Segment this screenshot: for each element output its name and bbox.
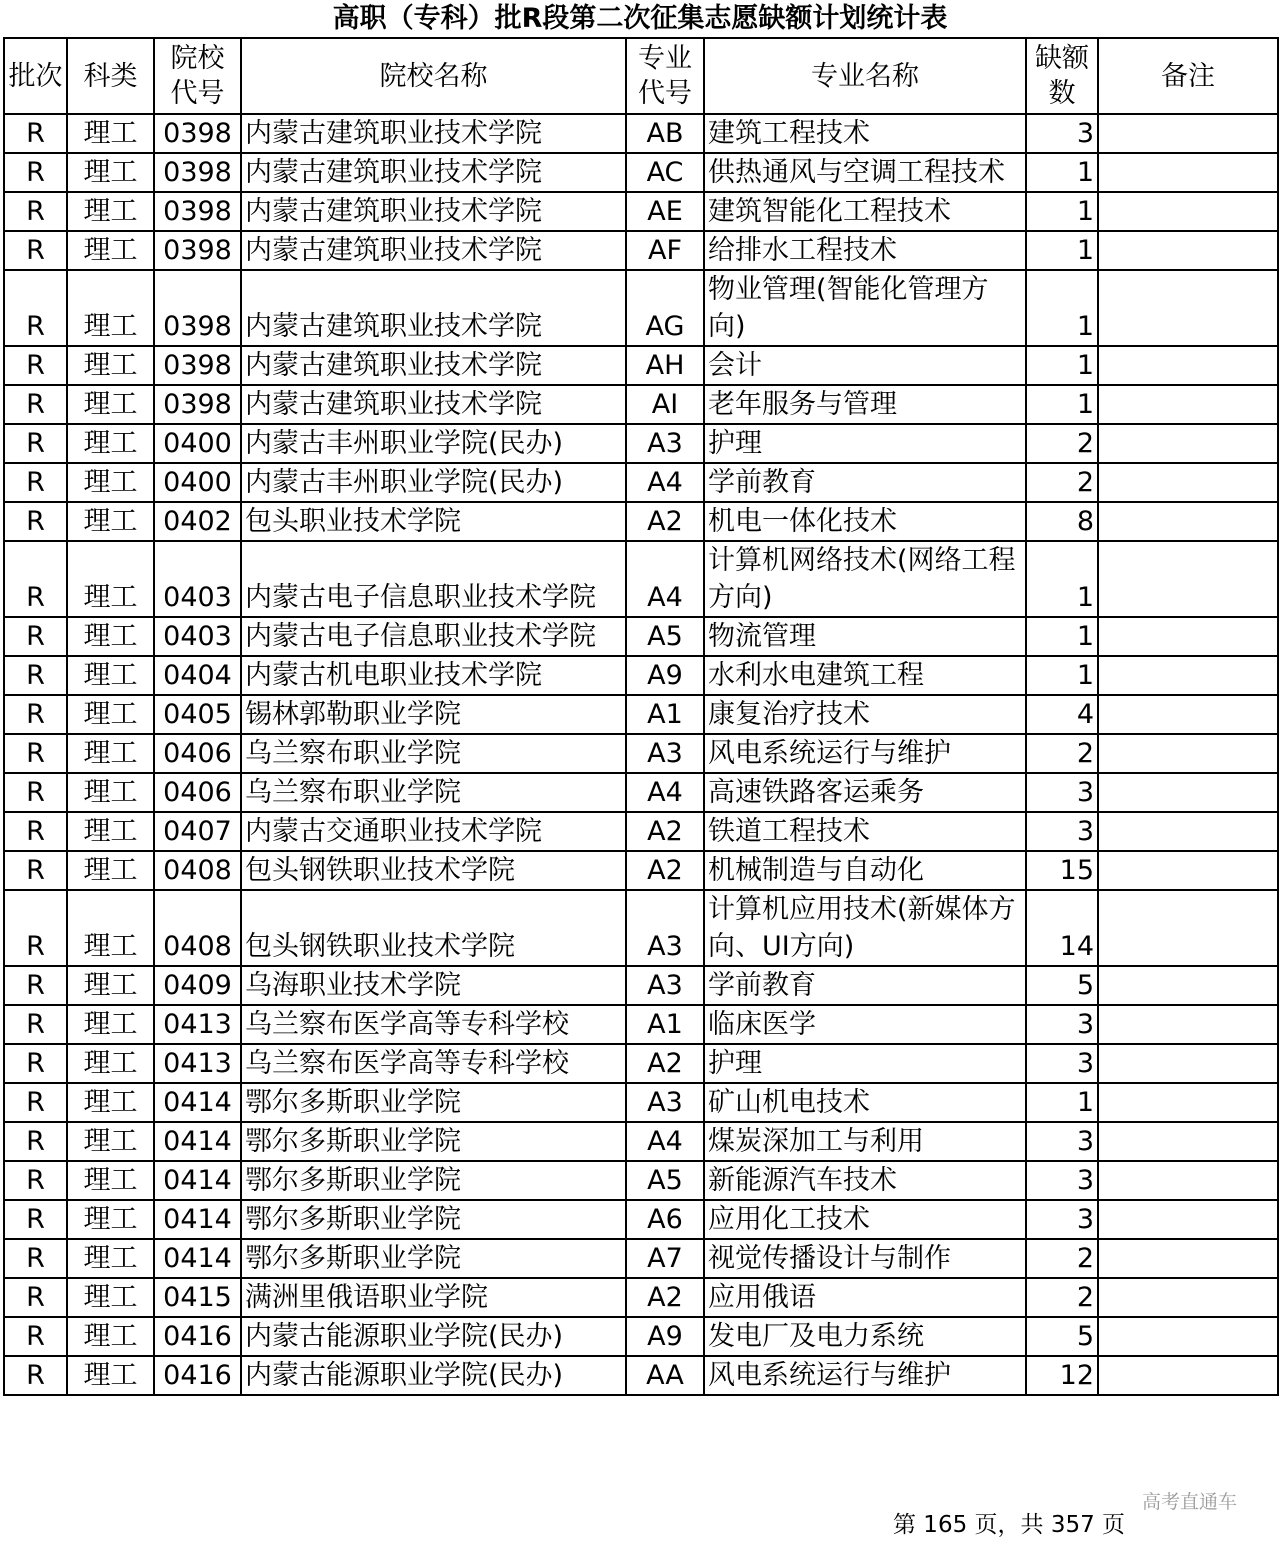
batch-cell: R xyxy=(4,424,67,463)
table-row xyxy=(4,1317,1278,1356)
vacancy-table xyxy=(3,37,1279,1396)
major-name-cell: 高速铁路客运乘务 xyxy=(704,773,1026,812)
remarks-cell xyxy=(1098,966,1278,1005)
vacancy-count-cell: 14 xyxy=(1026,890,1098,966)
major-code-cell: A2 xyxy=(626,1278,704,1317)
major-code-cell: AB xyxy=(626,114,704,153)
table-row xyxy=(4,656,1278,695)
major-name-cell: 建筑智能化工程技术 xyxy=(704,192,1026,231)
school-code-cell: 0403 xyxy=(154,617,241,656)
vacancy-count-cell: 1 xyxy=(1026,192,1098,231)
school-name-cell: 包头钢铁职业技术学院 xyxy=(241,851,626,890)
page-footer: 第 165 页，共 357 页 xyxy=(893,1512,1126,1538)
school-code-cell: 0414 xyxy=(154,1083,241,1122)
category-cell: 理工 xyxy=(67,1005,154,1044)
major-name-cell: 康复治疗技术 xyxy=(704,695,1026,734)
major-name-cell: 护理 xyxy=(704,1044,1026,1083)
school-name-cell: 鄂尔多斯职业学院 xyxy=(241,1083,626,1122)
major-code-cell: A5 xyxy=(626,1161,704,1200)
batch-cell: R xyxy=(4,851,67,890)
major-name-cell: 新能源汽车技术 xyxy=(704,1161,1026,1200)
major-name-cell: 学前教育 xyxy=(704,463,1026,502)
major-code-cell: A2 xyxy=(626,812,704,851)
header-major-code: 专业代号 xyxy=(626,38,704,114)
batch-cell: R xyxy=(4,1083,67,1122)
major-name-cell: 煤炭深加工与利用 xyxy=(704,1122,1026,1161)
table-row xyxy=(4,1122,1278,1161)
school-code-cell: 0408 xyxy=(154,851,241,890)
header-vacancy-count: 缺额数 xyxy=(1026,38,1098,114)
vacancy-count-cell: 1 xyxy=(1026,541,1098,617)
remarks-cell xyxy=(1098,1005,1278,1044)
remarks-cell xyxy=(1098,463,1278,502)
table-row xyxy=(4,1161,1278,1200)
batch-cell: R xyxy=(4,695,67,734)
school-code-cell: 0416 xyxy=(154,1356,241,1395)
school-name-cell: 锡林郭勒职业学院 xyxy=(241,695,626,734)
school-name-cell: 乌兰察布职业学院 xyxy=(241,734,626,773)
major-code-cell: A3 xyxy=(626,890,704,966)
school-name-cell: 内蒙古建筑职业技术学院 xyxy=(241,270,626,346)
remarks-cell xyxy=(1098,812,1278,851)
vacancy-count-cell: 3 xyxy=(1026,114,1098,153)
remarks-cell xyxy=(1098,153,1278,192)
major-name-cell: 计算机应用技术(新媒体方向、UI方向) xyxy=(704,890,1026,966)
major-code-cell: A3 xyxy=(626,1083,704,1122)
vacancy-count-cell: 1 xyxy=(1026,1083,1098,1122)
category-cell: 理工 xyxy=(67,346,154,385)
school-name-cell: 内蒙古交通职业技术学院 xyxy=(241,812,626,851)
remarks-cell xyxy=(1098,1278,1278,1317)
remarks-cell xyxy=(1098,1083,1278,1122)
table-row xyxy=(4,424,1278,463)
table-row xyxy=(4,851,1278,890)
header-category: 科类 xyxy=(67,38,154,114)
school-code-cell: 0398 xyxy=(154,346,241,385)
major-code-cell: A4 xyxy=(626,773,704,812)
category-cell: 理工 xyxy=(67,773,154,812)
major-name-cell: 水利水电建筑工程 xyxy=(704,656,1026,695)
major-code-cell: A1 xyxy=(626,1005,704,1044)
school-name-cell: 乌兰察布职业学院 xyxy=(241,773,626,812)
table-row xyxy=(4,1239,1278,1278)
table-row xyxy=(4,617,1278,656)
school-name-cell: 包头职业技术学院 xyxy=(241,502,626,541)
school-code-cell: 0400 xyxy=(154,463,241,502)
major-name-cell: 矿山机电技术 xyxy=(704,1083,1026,1122)
header-remarks: 备注 xyxy=(1098,38,1278,114)
remarks-cell xyxy=(1098,695,1278,734)
school-name-cell: 乌兰察布医学高等专科学校 xyxy=(241,1005,626,1044)
vacancy-count-cell: 8 xyxy=(1026,502,1098,541)
school-name-cell: 内蒙古建筑职业技术学院 xyxy=(241,192,626,231)
major-code-cell: A2 xyxy=(626,502,704,541)
school-name-cell: 内蒙古机电职业技术学院 xyxy=(241,656,626,695)
vacancy-count-cell: 1 xyxy=(1026,153,1098,192)
category-cell: 理工 xyxy=(67,424,154,463)
major-name-cell: 应用俄语 xyxy=(704,1278,1026,1317)
header-school-code: 院校代号 xyxy=(154,38,241,114)
batch-cell: R xyxy=(4,385,67,424)
remarks-cell xyxy=(1098,541,1278,617)
header-batch: 批次 xyxy=(4,38,67,114)
major-code-cell: A4 xyxy=(626,541,704,617)
major-name-cell: 建筑工程技术 xyxy=(704,114,1026,153)
remarks-cell xyxy=(1098,1317,1278,1356)
category-cell: 理工 xyxy=(67,153,154,192)
major-name-cell: 供热通风与空调工程技术 xyxy=(704,153,1026,192)
category-cell: 理工 xyxy=(67,1200,154,1239)
school-name-cell: 内蒙古建筑职业技术学院 xyxy=(241,231,626,270)
school-code-cell: 0413 xyxy=(154,1005,241,1044)
table-row xyxy=(4,502,1278,541)
category-cell: 理工 xyxy=(67,734,154,773)
category-cell: 理工 xyxy=(67,812,154,851)
vacancy-count-cell: 15 xyxy=(1026,851,1098,890)
major-code-cell: A4 xyxy=(626,463,704,502)
table-row xyxy=(4,541,1278,617)
vacancy-count-cell: 1 xyxy=(1026,656,1098,695)
category-cell: 理工 xyxy=(67,656,154,695)
remarks-cell xyxy=(1098,192,1278,231)
major-code-cell: AC xyxy=(626,153,704,192)
school-name-cell: 满洲里俄语职业学院 xyxy=(241,1278,626,1317)
school-code-cell: 0414 xyxy=(154,1122,241,1161)
remarks-cell xyxy=(1098,851,1278,890)
major-code-cell: AE xyxy=(626,192,704,231)
school-code-cell: 0398 xyxy=(154,192,241,231)
vacancy-count-cell: 1 xyxy=(1026,231,1098,270)
school-name-cell: 内蒙古电子信息职业技术学院 xyxy=(241,541,626,617)
vacancy-count-cell: 1 xyxy=(1026,270,1098,346)
remarks-cell xyxy=(1098,1356,1278,1395)
school-code-cell: 0400 xyxy=(154,424,241,463)
category-cell: 理工 xyxy=(67,541,154,617)
major-name-cell: 临床医学 xyxy=(704,1005,1026,1044)
batch-cell: R xyxy=(4,270,67,346)
major-code-cell: AH xyxy=(626,346,704,385)
major-name-cell: 学前教育 xyxy=(704,966,1026,1005)
vacancy-count-cell: 12 xyxy=(1026,1356,1098,1395)
vacancy-count-cell: 3 xyxy=(1026,773,1098,812)
batch-cell: R xyxy=(4,617,67,656)
document-title: 高职（专科）批R段第二次征集志愿缺额计划统计表 xyxy=(332,3,948,34)
category-cell: 理工 xyxy=(67,1278,154,1317)
major-code-cell: A1 xyxy=(626,695,704,734)
vacancy-count-cell: 4 xyxy=(1026,695,1098,734)
vacancy-count-cell: 2 xyxy=(1026,734,1098,773)
remarks-cell xyxy=(1098,502,1278,541)
header-major-name: 专业名称 xyxy=(704,38,1026,114)
remarks-cell xyxy=(1098,1239,1278,1278)
major-name-cell: 老年服务与管理 xyxy=(704,385,1026,424)
batch-cell: R xyxy=(4,192,67,231)
major-code-cell: A9 xyxy=(626,1317,704,1356)
batch-cell: R xyxy=(4,966,67,1005)
school-code-cell: 0407 xyxy=(154,812,241,851)
table-row xyxy=(4,1005,1278,1044)
remarks-cell xyxy=(1098,1122,1278,1161)
remarks-cell xyxy=(1098,1200,1278,1239)
table-row xyxy=(4,890,1278,966)
category-cell: 理工 xyxy=(67,192,154,231)
category-cell: 理工 xyxy=(67,1122,154,1161)
table-row xyxy=(4,114,1278,153)
school-name-cell: 鄂尔多斯职业学院 xyxy=(241,1239,626,1278)
major-code-cell: A3 xyxy=(626,734,704,773)
major-code-cell: AA xyxy=(626,1356,704,1395)
school-code-cell: 0408 xyxy=(154,890,241,966)
table-header-row xyxy=(4,38,1278,114)
table-row xyxy=(4,1083,1278,1122)
major-name-cell: 给排水工程技术 xyxy=(704,231,1026,270)
school-code-cell: 0402 xyxy=(154,502,241,541)
batch-cell: R xyxy=(4,773,67,812)
remarks-cell xyxy=(1098,1044,1278,1083)
vacancy-count-cell: 2 xyxy=(1026,1239,1098,1278)
table-row xyxy=(4,346,1278,385)
remarks-cell xyxy=(1098,617,1278,656)
major-code-cell: AI xyxy=(626,385,704,424)
major-name-cell: 视觉传播设计与制作 xyxy=(704,1239,1026,1278)
major-name-cell: 会计 xyxy=(704,346,1026,385)
school-code-cell: 0414 xyxy=(154,1200,241,1239)
major-name-cell: 机电一体化技术 xyxy=(704,502,1026,541)
category-cell: 理工 xyxy=(67,966,154,1005)
remarks-cell xyxy=(1098,424,1278,463)
batch-cell: R xyxy=(4,1239,67,1278)
batch-cell: R xyxy=(4,890,67,966)
vacancy-count-cell: 2 xyxy=(1026,1278,1098,1317)
batch-cell: R xyxy=(4,502,67,541)
table-row xyxy=(4,1278,1278,1317)
major-code-cell: AG xyxy=(626,270,704,346)
school-code-cell: 0414 xyxy=(154,1239,241,1278)
major-name-cell: 机械制造与自动化 xyxy=(704,851,1026,890)
remarks-cell xyxy=(1098,890,1278,966)
vacancy-count-cell: 3 xyxy=(1026,1200,1098,1239)
vacancy-count-cell: 1 xyxy=(1026,385,1098,424)
category-cell: 理工 xyxy=(67,502,154,541)
major-code-cell: A5 xyxy=(626,617,704,656)
school-code-cell: 0406 xyxy=(154,773,241,812)
school-name-cell: 内蒙古电子信息职业技术学院 xyxy=(241,617,626,656)
category-cell: 理工 xyxy=(67,270,154,346)
vacancy-count-cell: 2 xyxy=(1026,424,1098,463)
batch-cell: R xyxy=(4,734,67,773)
remarks-cell xyxy=(1098,346,1278,385)
vacancy-count-cell: 3 xyxy=(1026,812,1098,851)
school-name-cell: 乌兰察布医学高等专科学校 xyxy=(241,1044,626,1083)
category-cell: 理工 xyxy=(67,1161,154,1200)
batch-cell: R xyxy=(4,1278,67,1317)
category-cell: 理工 xyxy=(67,1239,154,1278)
major-code-cell: A3 xyxy=(626,966,704,1005)
batch-cell: R xyxy=(4,1317,67,1356)
school-name-cell: 鄂尔多斯职业学院 xyxy=(241,1122,626,1161)
school-name-cell: 内蒙古能源职业学院(民办) xyxy=(241,1317,626,1356)
table-row xyxy=(4,695,1278,734)
school-code-cell: 0404 xyxy=(154,656,241,695)
major-code-cell: A3 xyxy=(626,424,704,463)
school-name-cell: 鄂尔多斯职业学院 xyxy=(241,1200,626,1239)
vacancy-count-cell: 3 xyxy=(1026,1005,1098,1044)
batch-cell: R xyxy=(4,1356,67,1395)
table-row xyxy=(4,153,1278,192)
major-code-cell: A2 xyxy=(626,1044,704,1083)
school-code-cell: 0398 xyxy=(154,270,241,346)
vacancy-count-cell: 3 xyxy=(1026,1161,1098,1200)
category-cell: 理工 xyxy=(67,695,154,734)
school-name-cell: 包头钢铁职业技术学院 xyxy=(241,890,626,966)
school-name-cell: 内蒙古丰州职业学院(民办) xyxy=(241,424,626,463)
vacancy-count-cell: 5 xyxy=(1026,1317,1098,1356)
major-code-cell: A2 xyxy=(626,851,704,890)
school-name-cell: 鄂尔多斯职业学院 xyxy=(241,1161,626,1200)
batch-cell: R xyxy=(4,1044,67,1083)
major-name-cell: 护理 xyxy=(704,424,1026,463)
category-cell: 理工 xyxy=(67,617,154,656)
batch-cell: R xyxy=(4,1161,67,1200)
vacancy-count-cell: 1 xyxy=(1026,617,1098,656)
school-code-cell: 0409 xyxy=(154,966,241,1005)
batch-cell: R xyxy=(4,1200,67,1239)
watermark: 高考直通车 xyxy=(1142,1491,1238,1513)
school-code-cell: 0398 xyxy=(154,231,241,270)
batch-cell: R xyxy=(4,231,67,270)
batch-cell: R xyxy=(4,1005,67,1044)
major-code-cell: A6 xyxy=(626,1200,704,1239)
category-cell: 理工 xyxy=(67,463,154,502)
school-name-cell: 内蒙古建筑职业技术学院 xyxy=(241,385,626,424)
batch-cell: R xyxy=(4,541,67,617)
school-code-cell: 0398 xyxy=(154,114,241,153)
school-code-cell: 0413 xyxy=(154,1044,241,1083)
major-name-cell: 发电厂及电力系统 xyxy=(704,1317,1026,1356)
table-body xyxy=(4,114,1278,1395)
school-code-cell: 0398 xyxy=(154,385,241,424)
remarks-cell xyxy=(1098,385,1278,424)
table-row xyxy=(4,463,1278,502)
batch-cell: R xyxy=(4,1122,67,1161)
major-name-cell: 铁道工程技术 xyxy=(704,812,1026,851)
major-code-cell: A9 xyxy=(626,656,704,695)
category-cell: 理工 xyxy=(67,1083,154,1122)
vacancy-count-cell: 3 xyxy=(1026,1044,1098,1083)
table-row xyxy=(4,385,1278,424)
category-cell: 理工 xyxy=(67,385,154,424)
category-cell: 理工 xyxy=(67,1044,154,1083)
table-row xyxy=(4,773,1278,812)
major-name-cell: 风电系统运行与维护 xyxy=(704,1356,1026,1395)
table-row xyxy=(4,812,1278,851)
category-cell: 理工 xyxy=(67,890,154,966)
category-cell: 理工 xyxy=(67,1356,154,1395)
school-code-cell: 0406 xyxy=(154,734,241,773)
school-name-cell: 内蒙古能源职业学院(民办) xyxy=(241,1356,626,1395)
remarks-cell xyxy=(1098,270,1278,346)
vacancy-count-cell: 3 xyxy=(1026,1122,1098,1161)
header-school-name: 院校名称 xyxy=(241,38,626,114)
school-name-cell: 内蒙古建筑职业技术学院 xyxy=(241,153,626,192)
major-code-cell: A7 xyxy=(626,1239,704,1278)
major-name-cell: 应用化工技术 xyxy=(704,1200,1026,1239)
table-row xyxy=(4,231,1278,270)
remarks-cell xyxy=(1098,656,1278,695)
table-row xyxy=(4,966,1278,1005)
table-row xyxy=(4,192,1278,231)
school-code-cell: 0403 xyxy=(154,541,241,617)
major-name-cell: 计算机网络技术(网络工程方向) xyxy=(704,541,1026,617)
batch-cell: R xyxy=(4,346,67,385)
remarks-cell xyxy=(1098,734,1278,773)
batch-cell: R xyxy=(4,656,67,695)
school-code-cell: 0415 xyxy=(154,1278,241,1317)
major-name-cell: 风电系统运行与维护 xyxy=(704,734,1026,773)
major-name-cell: 物业管理(智能化管理方向) xyxy=(704,270,1026,346)
category-cell: 理工 xyxy=(67,114,154,153)
remarks-cell xyxy=(1098,231,1278,270)
table-row xyxy=(4,734,1278,773)
school-code-cell: 0416 xyxy=(154,1317,241,1356)
school-code-cell: 0398 xyxy=(154,153,241,192)
table-row xyxy=(4,1200,1278,1239)
category-cell: 理工 xyxy=(67,851,154,890)
table-row xyxy=(4,1044,1278,1083)
school-code-cell: 0414 xyxy=(154,1161,241,1200)
major-name-cell: 物流管理 xyxy=(704,617,1026,656)
remarks-cell xyxy=(1098,773,1278,812)
major-code-cell: A4 xyxy=(626,1122,704,1161)
remarks-cell xyxy=(1098,1161,1278,1200)
remarks-cell xyxy=(1098,114,1278,153)
table-row xyxy=(4,1356,1278,1395)
batch-cell: R xyxy=(4,812,67,851)
school-name-cell: 内蒙古丰州职业学院(民办) xyxy=(241,463,626,502)
school-name-cell: 内蒙古建筑职业技术学院 xyxy=(241,346,626,385)
vacancy-count-cell: 5 xyxy=(1026,966,1098,1005)
school-name-cell: 内蒙古建筑职业技术学院 xyxy=(241,114,626,153)
school-name-cell: 乌海职业技术学院 xyxy=(241,966,626,1005)
vacancy-count-cell: 1 xyxy=(1026,346,1098,385)
vacancy-count-cell: 2 xyxy=(1026,463,1098,502)
school-code-cell: 0405 xyxy=(154,695,241,734)
category-cell: 理工 xyxy=(67,1317,154,1356)
batch-cell: R xyxy=(4,463,67,502)
batch-cell: R xyxy=(4,153,67,192)
major-code-cell: AF xyxy=(626,231,704,270)
batch-cell: R xyxy=(4,114,67,153)
category-cell: 理工 xyxy=(67,231,154,270)
table-row xyxy=(4,270,1278,346)
